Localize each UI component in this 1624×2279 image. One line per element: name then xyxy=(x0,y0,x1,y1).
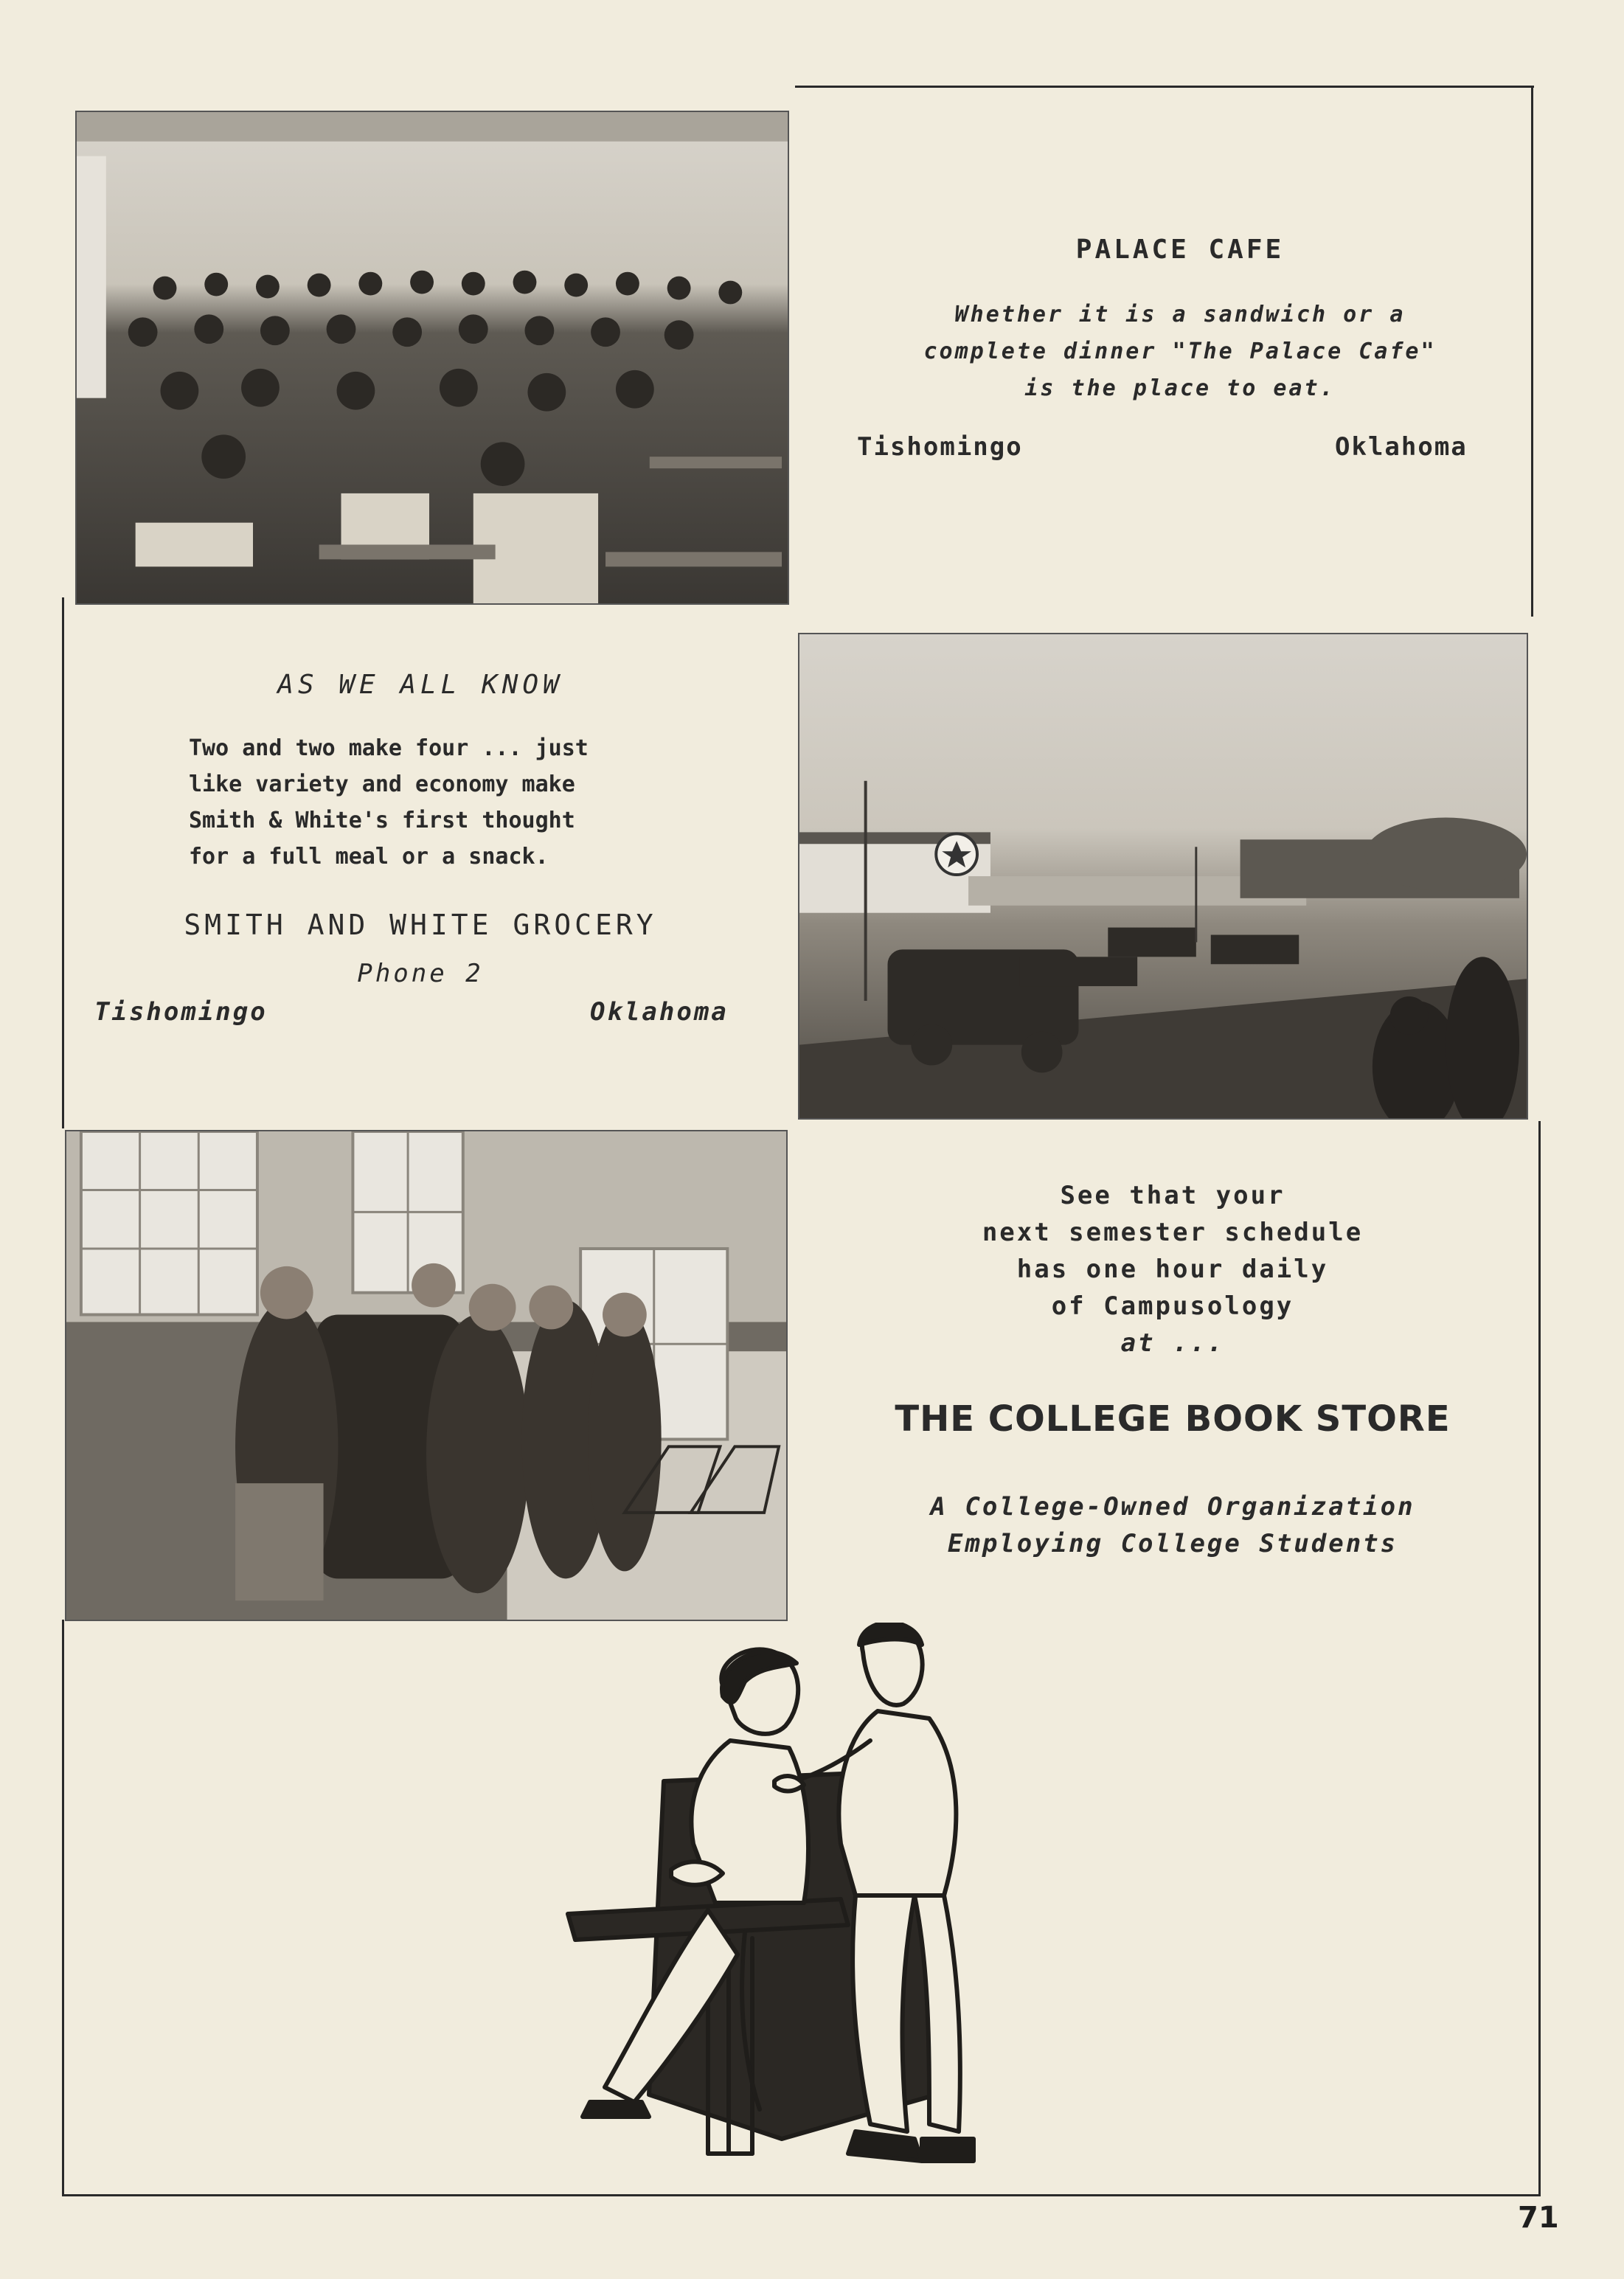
smith-white-body xyxy=(189,730,676,875)
smith-white-state: Oklahoma xyxy=(590,997,729,1027)
smith-white-line: like variety and economy make xyxy=(189,771,575,797)
book-store-line: of Campusology xyxy=(1051,1291,1294,1321)
book-store-line: See that your xyxy=(1060,1181,1285,1210)
book-store-tagline-line: Employing College Students xyxy=(947,1529,1398,1558)
rule-top-right xyxy=(795,86,1534,88)
book-store-line: at ... xyxy=(1120,1328,1225,1358)
smith-white-heading: AS WE ALL KNOW xyxy=(277,670,563,700)
photo-street xyxy=(798,633,1528,1120)
rule-right-lower xyxy=(1538,1121,1541,2196)
palace-cafe-line: is the place to eat. xyxy=(1024,375,1336,401)
smith-white-line: for a full meal or a snack. xyxy=(189,844,549,870)
book-store-title: THE COLLEGE BOOK STORE xyxy=(895,1398,1451,1440)
rule-bottom xyxy=(62,2194,1541,2196)
palace-cafe-city: Tishomingo xyxy=(857,432,1023,462)
rule-left-middle xyxy=(62,597,64,1128)
palace-cafe-state: Oklahoma xyxy=(1335,432,1468,462)
rule-left-lower xyxy=(62,1620,64,2196)
book-store-tagline-line: A College-Owned Organization xyxy=(930,1492,1415,1522)
smith-white-title: SMITH AND WHITE GROCERY xyxy=(184,909,657,941)
book-store-body xyxy=(922,1177,1423,1361)
smith-white-phone: Phone 2 xyxy=(357,959,484,988)
palace-cafe-line: complete dinner "The Palace Cafe" xyxy=(923,339,1437,364)
smith-white-city: Tishomingo xyxy=(94,997,268,1027)
book-store-tagline xyxy=(870,1488,1475,1562)
photo-classroom xyxy=(75,111,789,605)
photo-jukebox xyxy=(65,1130,788,1621)
smith-white-line: Two and two make four ... just xyxy=(189,735,589,761)
palace-cafe-body xyxy=(863,296,1497,407)
palace-cafe-title: PALACE CAFE xyxy=(1075,235,1285,265)
page-number: 71 xyxy=(1518,2201,1559,2235)
book-store-line: has one hour daily xyxy=(1016,1255,1329,1284)
rule-right-upper xyxy=(1531,86,1533,617)
illustration-students xyxy=(561,1623,1047,2183)
palace-cafe-line: Whether it is a sandwich or a xyxy=(954,302,1406,327)
smith-white-line: Smith & White's first thought xyxy=(189,808,575,833)
book-store-line: next semester schedule xyxy=(982,1218,1364,1247)
